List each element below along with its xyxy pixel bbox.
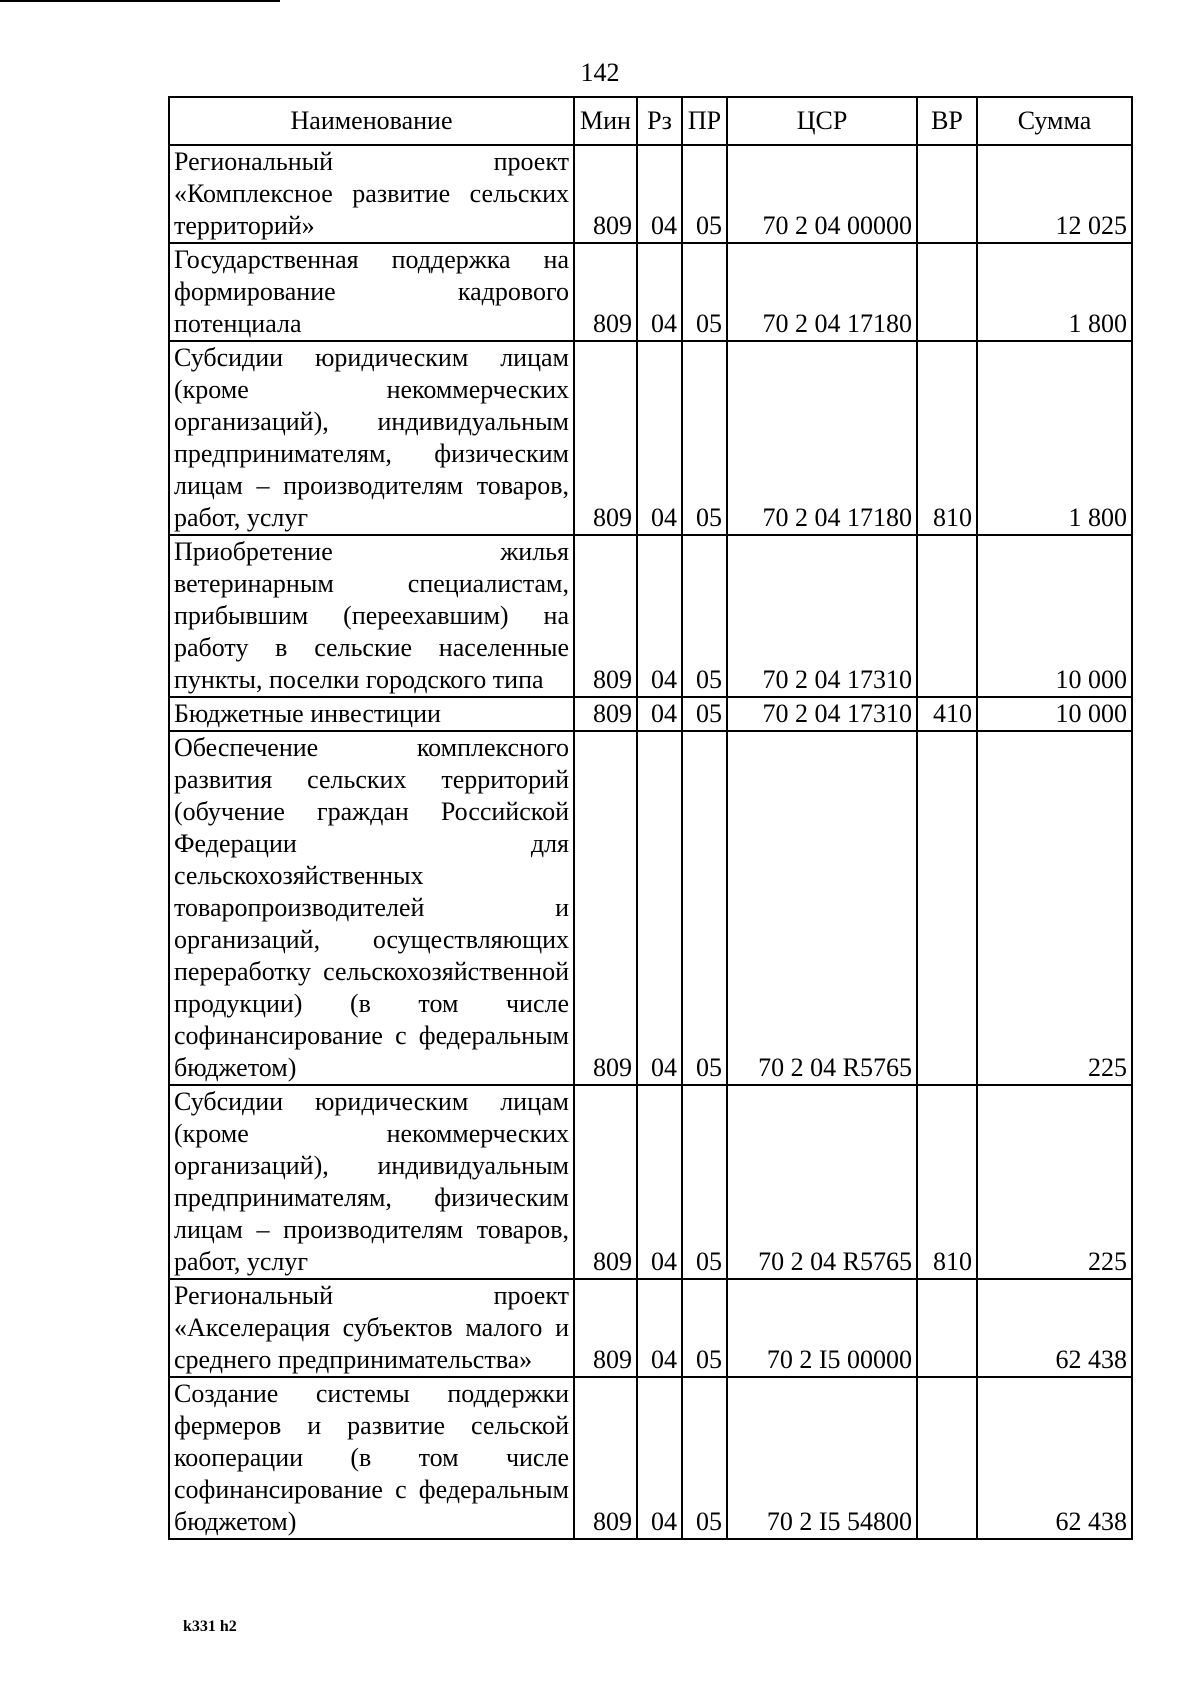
row-rz: 04 [637, 145, 682, 243]
table-row [169, 1279, 1132, 1377]
header-vr: ВР [917, 97, 977, 145]
table-row [169, 697, 1132, 731]
row-min: 809 [574, 243, 637, 341]
row-pr: 05 [682, 697, 727, 731]
row-rz: 04 [637, 535, 682, 697]
header-rz: Рз [637, 97, 682, 145]
row-vr [917, 145, 977, 243]
table-header-row [169, 97, 1132, 145]
row-sum: 1 800 [977, 243, 1132, 341]
table-row [169, 1085, 1132, 1279]
row-pr: 05 [682, 535, 727, 697]
row-csr: 70 2 04 17310 [727, 535, 917, 697]
row-vr [917, 731, 977, 1085]
header-sum: Сумма [977, 97, 1132, 145]
table-row [169, 535, 1132, 697]
row-pr: 05 [682, 1377, 727, 1539]
row-pr: 05 [682, 243, 727, 341]
row-csr: 70 2 04 R5765 [727, 731, 917, 1085]
row-min: 809 [574, 697, 637, 731]
row-name: Обеспечение комплексного развития сельских территорий (обучение граждан Российской Федерации для сельскохозяйственных товаропроизводителей и организаций, осуществляющих переработку сельскохозяйственной продукции) (в том числе софинансирование с федеральным бюджетом) [169, 731, 574, 1085]
row-min: 809 [574, 1085, 637, 1279]
row-min: 809 [574, 341, 637, 535]
row-min: 809 [574, 731, 637, 1085]
table-row [169, 731, 1132, 1085]
row-vr: 410 [917, 697, 977, 731]
row-vr: 810 [917, 341, 977, 535]
header-csr: ЦСР [727, 97, 917, 145]
row-sum: 62 438 [977, 1279, 1132, 1377]
header-min: Мин [574, 97, 637, 145]
row-name: Субсидии юридическим лицам (кроме некоммерческих организаций), индивидуальным предпринимателям, физическим лицам – производителям товаров, работ, услуг [169, 341, 574, 535]
header-pr: ПР [682, 97, 727, 145]
row-vr: 810 [917, 1085, 977, 1279]
row-pr: 05 [682, 1085, 727, 1279]
row-pr: 05 [682, 731, 727, 1085]
row-min: 809 [574, 145, 637, 243]
row-min: 809 [574, 535, 637, 697]
row-sum: 10 000 [977, 535, 1132, 697]
budget-table [168, 96, 1133, 1540]
header-name: Наименование [169, 97, 574, 145]
row-csr: 70 2 I5 00000 [727, 1279, 917, 1377]
footer-code: k331 h2 [183, 1618, 237, 1635]
row-min: 809 [574, 1377, 637, 1539]
table-row [169, 341, 1132, 535]
row-name: Региональный проект «Комплексное развитие сельских территорий» [169, 145, 574, 243]
row-pr: 05 [682, 1279, 727, 1377]
table-row [169, 243, 1132, 341]
row-rz: 04 [637, 731, 682, 1085]
row-sum: 1 800 [977, 341, 1132, 535]
row-rz: 04 [637, 1279, 682, 1377]
row-vr [917, 1279, 977, 1377]
row-name: Региональный проект «Акселерация субъектов малого и среднего предпринимательства» [169, 1279, 574, 1377]
row-csr: 70 2 04 17310 [727, 697, 917, 731]
row-name: Приобретение жилья ветеринарным специалистам, прибывшим (переехавшим) на работу в сельские населенные пункты, поселки городского типа [169, 535, 574, 697]
row-rz: 04 [637, 341, 682, 535]
row-rz: 04 [637, 1085, 682, 1279]
table-row [169, 145, 1132, 243]
row-vr [917, 535, 977, 697]
row-pr: 05 [682, 145, 727, 243]
row-rz: 04 [637, 1377, 682, 1539]
row-sum: 10 000 [977, 697, 1132, 731]
row-sum: 225 [977, 1085, 1132, 1279]
row-name: Субсидии юридическим лицам (кроме некоммерческих организаций), индивидуальным предпринимателям, физическим лицам – производителям товаров, работ, услуг [169, 1085, 574, 1279]
row-rz: 04 [637, 243, 682, 341]
table-row [169, 1377, 1132, 1539]
page-number: 142 [580, 58, 620, 87]
row-min: 809 [574, 1279, 637, 1377]
row-vr [917, 1377, 977, 1539]
row-name: Создание системы поддержки фермеров и развитие сельской кооперации (в том числе софинансирование с федеральным бюджетом) [169, 1377, 574, 1539]
row-name: Бюджетные инвестиции [169, 697, 574, 731]
row-csr: 70 2 04 17180 [727, 243, 917, 341]
row-sum: 12 025 [977, 145, 1132, 243]
row-csr: 70 2 I5 54800 [727, 1377, 917, 1539]
row-rz: 04 [637, 697, 682, 731]
row-vr [917, 243, 977, 341]
top-border-line [0, 0, 280, 2]
row-csr: 70 2 04 R5765 [727, 1085, 917, 1279]
row-sum: 225 [977, 731, 1132, 1085]
row-name: Государственная поддержка на формирование кадрового потенциала [169, 243, 574, 341]
row-csr: 70 2 04 17180 [727, 341, 917, 535]
row-pr: 05 [682, 341, 727, 535]
row-sum: 62 438 [977, 1377, 1132, 1539]
row-csr: 70 2 04 00000 [727, 145, 917, 243]
